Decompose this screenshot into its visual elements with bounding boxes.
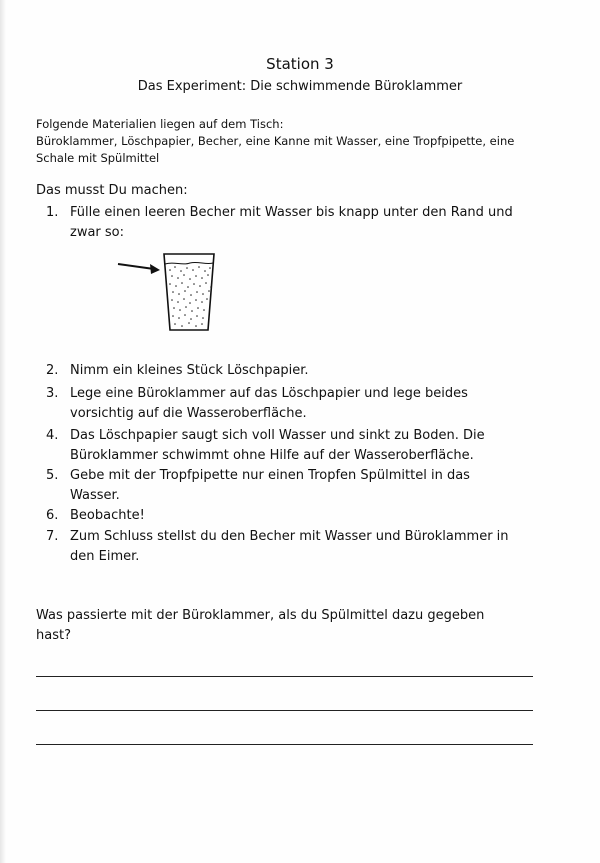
step-text — [70, 506, 550, 526]
step-text — [70, 466, 550, 506]
question-line: hast? — [36, 628, 71, 643]
step-text — [70, 203, 550, 243]
answer-line-1[interactable] — [36, 676, 533, 677]
step-line: Fülle einen leeren Becher mit Wasser bis knapp unter den Rand und — [70, 205, 513, 220]
question-text — [36, 606, 556, 646]
step-line: Wasser. — [70, 488, 120, 503]
step-line: Lege eine Büroklammer auf das Löschpapier und lege beides — [70, 386, 468, 401]
step-line: vorsichtig auf die Wasseroberfläche. — [70, 406, 307, 421]
step-number: 6. — [46, 508, 59, 523]
station-title: Station 3 — [266, 55, 334, 73]
step-number: 2. — [46, 363, 59, 378]
step-line: Beobachte! — [70, 508, 145, 523]
experiment-subtitle: Das Experiment: Die schwimmende Büroklammer — [137, 79, 463, 94]
step-number: 7. — [46, 529, 59, 544]
step-text — [70, 426, 550, 466]
step-line: Gebe mit der Tropfpipette nur einen Tropfen Spülmittel in das — [70, 468, 470, 483]
materials-list-line-1: Büroklammer, Löschpapier, Becher, eine Kanne mit Wasser, eine Tropfpipette, eine — [36, 134, 515, 148]
instructions-heading: Das musst Du machen: — [36, 183, 188, 198]
answer-line-2[interactable] — [36, 710, 533, 711]
step-number: 4. — [46, 428, 59, 443]
cup-illustration — [112, 248, 222, 338]
water-cup-icon — [112, 248, 222, 334]
step-line: den Eimer. — [70, 549, 140, 564]
step-number: 5. — [46, 468, 59, 483]
scan-edge-shadow — [0, 0, 6, 863]
materials-section — [36, 116, 556, 167]
materials-list-line-2: Schale mit Spülmittel — [36, 151, 160, 165]
question-line: Was passierte mit der Büroklammer, als du Spülmittel dazu gegeben — [36, 608, 485, 623]
answer-line-3[interactable] — [36, 744, 533, 745]
step-line: zwar so: — [70, 225, 125, 240]
step-line: Das Löschpapier saugt sich voll Wasser und sinkt zu Boden. Die — [70, 428, 485, 443]
materials-intro: Folgende Materialien liegen auf dem Tisch: — [36, 117, 284, 131]
step-number: 1. — [46, 205, 59, 220]
step-line: Zum Schluss stellst du den Becher mit Wasser und Büroklammer in — [70, 529, 509, 544]
step-line: Nimm ein kleines Stück Löschpapier. — [70, 363, 309, 378]
step-text — [70, 361, 550, 381]
step-text — [70, 527, 550, 567]
step-number: 3. — [46, 386, 59, 401]
step-line: Büroklammer schwimmt ohne Hilfe auf der Wasseroberfläche. — [70, 448, 474, 463]
step-text — [70, 384, 550, 424]
